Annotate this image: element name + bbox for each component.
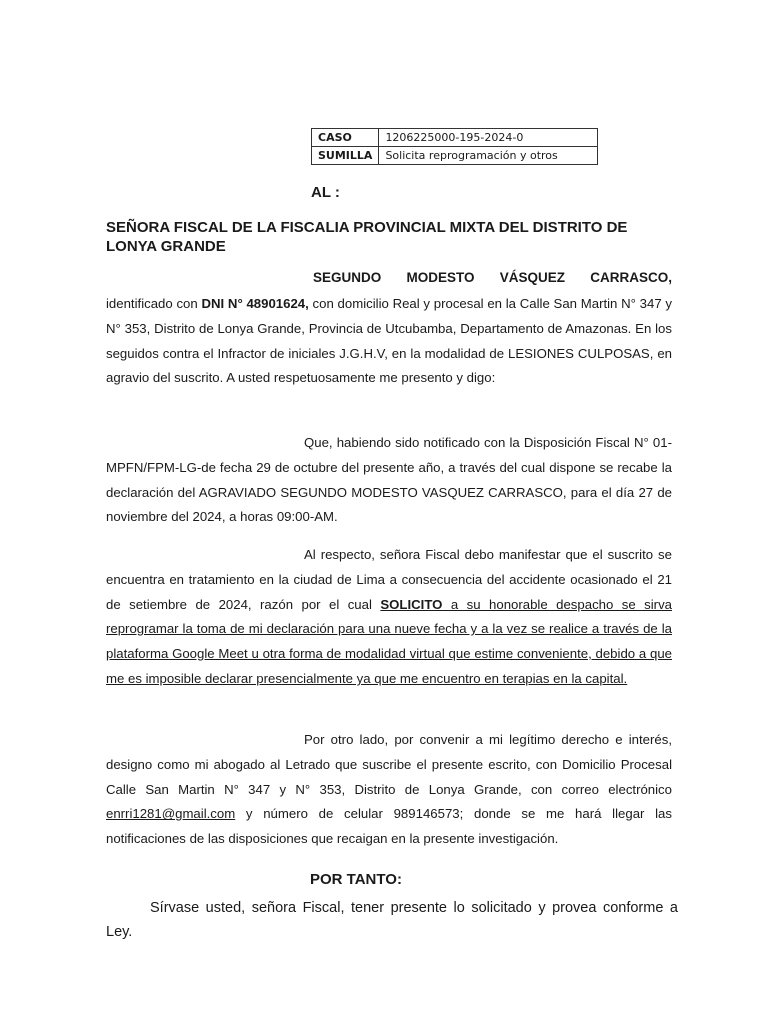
closing-paragraph: Sírvase usted, señora Fiscal, tener presente lo solicitado y provea conforme a Ley. <box>106 900 678 940</box>
notification-paragraph: Que, habiendo sido notificado con la Disposición Fiscal N° 01-MPFN/FPM-LG-de fecha 29 de octubre del presente año, a través del cual dispone se recabe la declaración del AGRAVIADO SEGUNDO MODESTO VASQUEZ CARRASCO, para el día 27 de noviembre del 2024, a horas 09:00-AM. <box>106 435 672 525</box>
name-word: SEGUNDO <box>313 270 382 285</box>
request-text: a su honorable despacho se sirva reprogramar la toma de mi declaración para una nueve fecha y a la vez se realice a través de la plataforma Google Meet u otra forma de modalidad virtual que estime conveniente, debido a que me es imposible declarar presencialmente ya que me encuentro en terapias en la capital. <box>106 596 672 686</box>
case-table <box>311 128 598 165</box>
case-row <box>312 129 598 147</box>
addressee-heading: SEÑORA FISCAL DE LA FISCALIA PROVINCIAL MIXTA DEL DISTRITO DE LONYA GRANDE <box>106 219 628 255</box>
summary-value: Solicita reprogramación y otros <box>379 147 598 165</box>
dni-number: DNI N° 48901624, <box>201 296 309 311</box>
name-word: VÁSQUEZ <box>499 270 565 285</box>
case-number: 1206225000-195-2024-0 <box>379 129 598 147</box>
addressee-label: AL : <box>311 184 340 201</box>
name-word: MODESTO <box>406 270 475 285</box>
name-word: CARRASCO, <box>590 270 672 285</box>
solicito-keyword: SOLICITO <box>380 596 443 612</box>
summary-row <box>312 147 598 165</box>
email-link[interactable]: enrri1281@gmail.com <box>106 806 236 822</box>
identification-paragraph: identificado con DNI N° 48901624, con domicilio Real y procesal en la Calle San Martin N° 347 y N° 353, Distrito de Lonya Grande, Provincia de Utcubamba, Departamento de Amazonas. En los seguidos contra el Infractor de iniciales J.G.H.V, en la modalidad de LESIONES CULPOSAS, en agravio del suscrito. A usted respetuosamente me presento y digo: <box>106 296 672 386</box>
summary-label: SUMILLA <box>312 147 379 165</box>
por-tanto-heading: POR TANTO: <box>310 871 402 888</box>
lawyer-designation-paragraph: Por otro lado, por convenir a mi legítimo derecho e interés, designo como mi abogado al Letrado que suscribe el presente escrito, con Domicilio Procesal Calle San Martin N° 347 y N° 353, Distrito de Lonya Grande, con correo electrónico enrri1281@gmail.com y número de celular 989146573; donde se me hará llegar las notificaciones de las disposiciones que recaigan en la presente investigación. <box>106 732 672 847</box>
petitioner-name <box>313 270 672 285</box>
case-label: CASO <box>312 129 379 147</box>
request-paragraph: Al respecto, señora Fiscal debo manifestar que el suscrito se encuentra en tratamiento en la ciudad de Lima a consecuencia del accidente ocasionado el 21 de setiembre de 2024, razón por el cual SOLICITO a su honorable despacho se sirva reprogramar la toma de mi declaración para una nueve fecha y a la vez se realice a través de la plataforma Google Meet u otra forma de modalidad virtual que estime conveniente, debido a que me es imposible declarar presencialmente ya que me encuentro en terapias en la capital. <box>106 547 672 686</box>
